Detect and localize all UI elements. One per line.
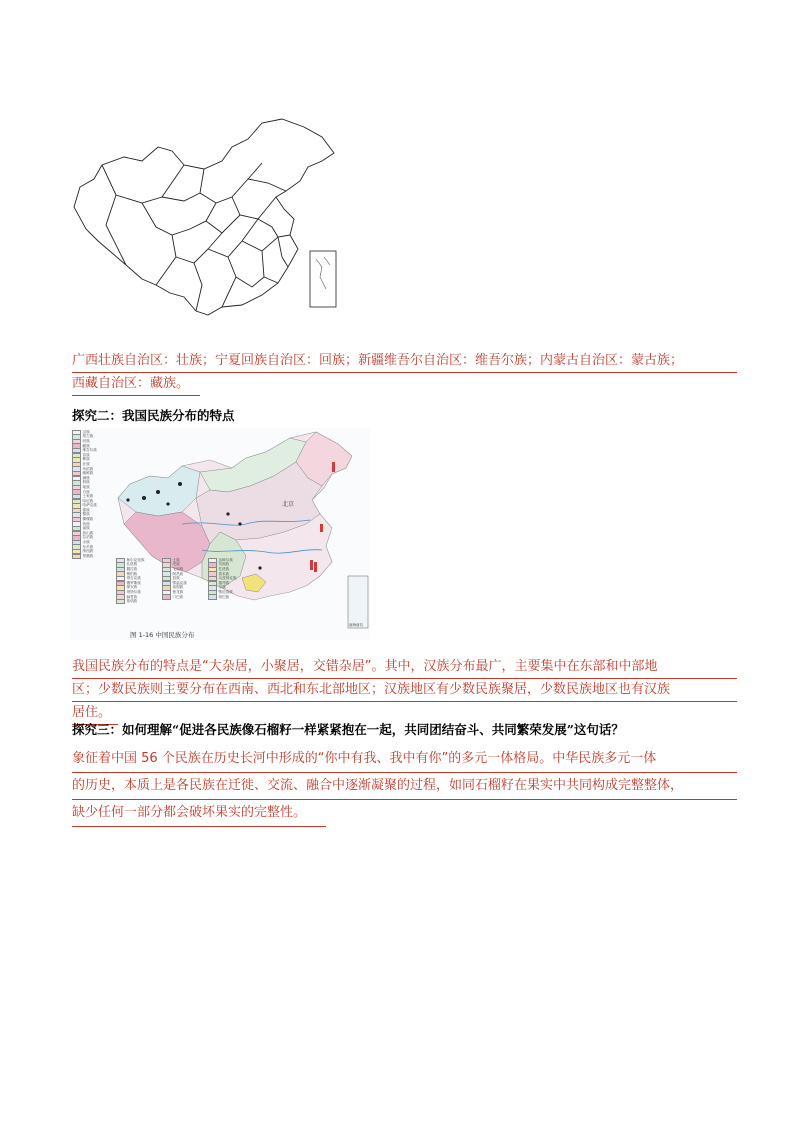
legend-label: 京族 — [218, 585, 226, 590]
legend-item — [208, 595, 254, 600]
figure-caption: 图 1-16 中国民族分布 — [130, 631, 195, 639]
legend-label: 布依族 — [82, 466, 94, 471]
legend-label: 仡佬族 — [218, 566, 230, 571]
answer-line: 广西壮族自治区：壮族；宁夏回族自治区：回族；新疆维吾尔自治区：维吾尔族；内蒙古自治区：蒙古族； — [72, 350, 737, 373]
legend-item — [162, 595, 208, 600]
inset-label: 南海诸岛 — [349, 623, 363, 627]
legend-label: 普米族 — [218, 571, 230, 576]
legend-label: 壮族 — [82, 461, 90, 466]
legend-label: 彝族 — [82, 457, 90, 462]
china-outline-map — [72, 117, 338, 325]
answer-line: 我国民族分布的特点是“大杂居，小聚居，交错杂居”。其中，汉族分布最广，主要集中在东部和中部地 — [72, 656, 737, 679]
legend-label: 维吾尔族 — [82, 448, 97, 453]
legend-label: 土族 — [172, 557, 180, 562]
legend-label: 蒙古族 — [82, 434, 94, 439]
section2-heading: 探究二：我国民族分布的特点 — [72, 408, 235, 423]
legend-label: 赫哲族 — [126, 594, 138, 599]
legend-label: 羌族 — [172, 562, 180, 567]
legend-swatch — [162, 594, 171, 599]
legend-label: 乌孜别克族 — [218, 576, 237, 581]
legend-label: 门巴族 — [172, 594, 184, 599]
legend-swatch — [72, 554, 81, 559]
legend-label: 瑶族 — [82, 484, 90, 489]
legend-label: 畲族 — [82, 526, 90, 531]
legend-label: 塔塔尔族 — [126, 589, 141, 594]
legend-label: 鄂温克族 — [172, 580, 187, 585]
legend-label: 德昂族 — [218, 580, 230, 585]
legend-label: 傈僳族 — [82, 517, 94, 522]
answer-distribution-features — [72, 656, 737, 725]
legend-label: 满族 — [82, 475, 90, 480]
legend-label: 哈尼族 — [82, 498, 94, 503]
legend-label: 基诺族 — [126, 599, 138, 604]
legend-label: 鄂伦春族 — [218, 589, 233, 594]
legend-label: 土家族 — [82, 494, 94, 499]
legend-label: 珞巴族 — [218, 594, 230, 599]
legend-item — [116, 599, 162, 604]
legend-item — [72, 554, 116, 559]
answer-autonomous-regions — [72, 350, 737, 396]
answer-pomegranate-metaphor — [72, 746, 737, 827]
legend-label: 撒拉族 — [126, 566, 138, 571]
legend-label: 柯尔克孜族 — [126, 557, 145, 562]
map-legend-column-bottom — [116, 558, 256, 604]
legend-swatch — [116, 599, 125, 604]
legend-label: 毛南族 — [172, 566, 184, 571]
legend-label: 独龙族 — [172, 589, 184, 594]
section3-heading: 探究三：如何理解“促进各民族像石榴籽一样紧紧抱在一起，共同团结奋斗、共同繁荣发展”这句话？ — [72, 722, 624, 737]
legend-label: 阿昌族 — [172, 571, 184, 576]
answer-line: 居住。 — [72, 702, 118, 725]
capital-label: 北京 — [282, 501, 295, 508]
legend-label: 白族 — [82, 489, 90, 494]
legend-label: 苗族 — [82, 452, 90, 457]
map-legend-column-left — [72, 430, 116, 559]
legend-label: 塔吉克族 — [126, 576, 141, 581]
legend-label: 俄罗斯族 — [126, 580, 141, 585]
answer-line: 区；少数民族则主要分布在西南、西北和东北部地区；汉族地区有少数民族聚居，少数民族地区也有汉族 — [72, 679, 737, 702]
answer-line: 的历史，本质上是各民族在迁徙、交流、融合中逐渐凝聚的过程，如同石榴籽在果实中共同构成完整整体， — [72, 773, 737, 800]
legend-label: 裕固族 — [172, 585, 184, 590]
legend-label: 东乡族 — [82, 544, 94, 549]
legend-swatch — [208, 594, 217, 599]
legend-label: 汉族 — [82, 429, 90, 434]
legend-label: 水族 — [82, 540, 90, 545]
ethnic-distribution-map — [70, 428, 370, 640]
legend-label: 佤族 — [82, 521, 90, 526]
legend-label: 哈萨克族 — [82, 503, 97, 508]
answer-line: 西藏自治区：藏族。 — [72, 373, 200, 396]
answer-line: 缺少任何一部分都会破坏果实的完整性。 — [72, 800, 326, 827]
legend-label: 怒族 — [172, 576, 180, 581]
legend-label: 藏族 — [82, 443, 90, 448]
legend-label: 朝鲜族 — [82, 471, 94, 476]
legend-label: 达斡尔族 — [218, 557, 233, 562]
legend-label: 高山族 — [82, 530, 94, 535]
legend-label: 拉祜族 — [82, 535, 94, 540]
legend-label: 纳西族 — [82, 549, 94, 554]
legend-label: 侗族 — [82, 480, 90, 485]
legend-label: 景颇族 — [82, 553, 94, 558]
legend-label: 锡伯族 — [126, 571, 138, 576]
legend-label: 黎族 — [82, 512, 90, 517]
answer-line: 象征着中国 56 个民族在历史长河中形成的“你中有我、我中有你”的多元一体格局。中华民族多元一体 — [72, 746, 737, 773]
legend-label: 回族 — [82, 438, 90, 443]
legend-label: 保安族 — [126, 585, 138, 590]
legend-label: 仫佬族 — [126, 562, 138, 567]
legend-label: 傣族 — [82, 507, 90, 512]
legend-label: 布朗族 — [218, 562, 230, 567]
